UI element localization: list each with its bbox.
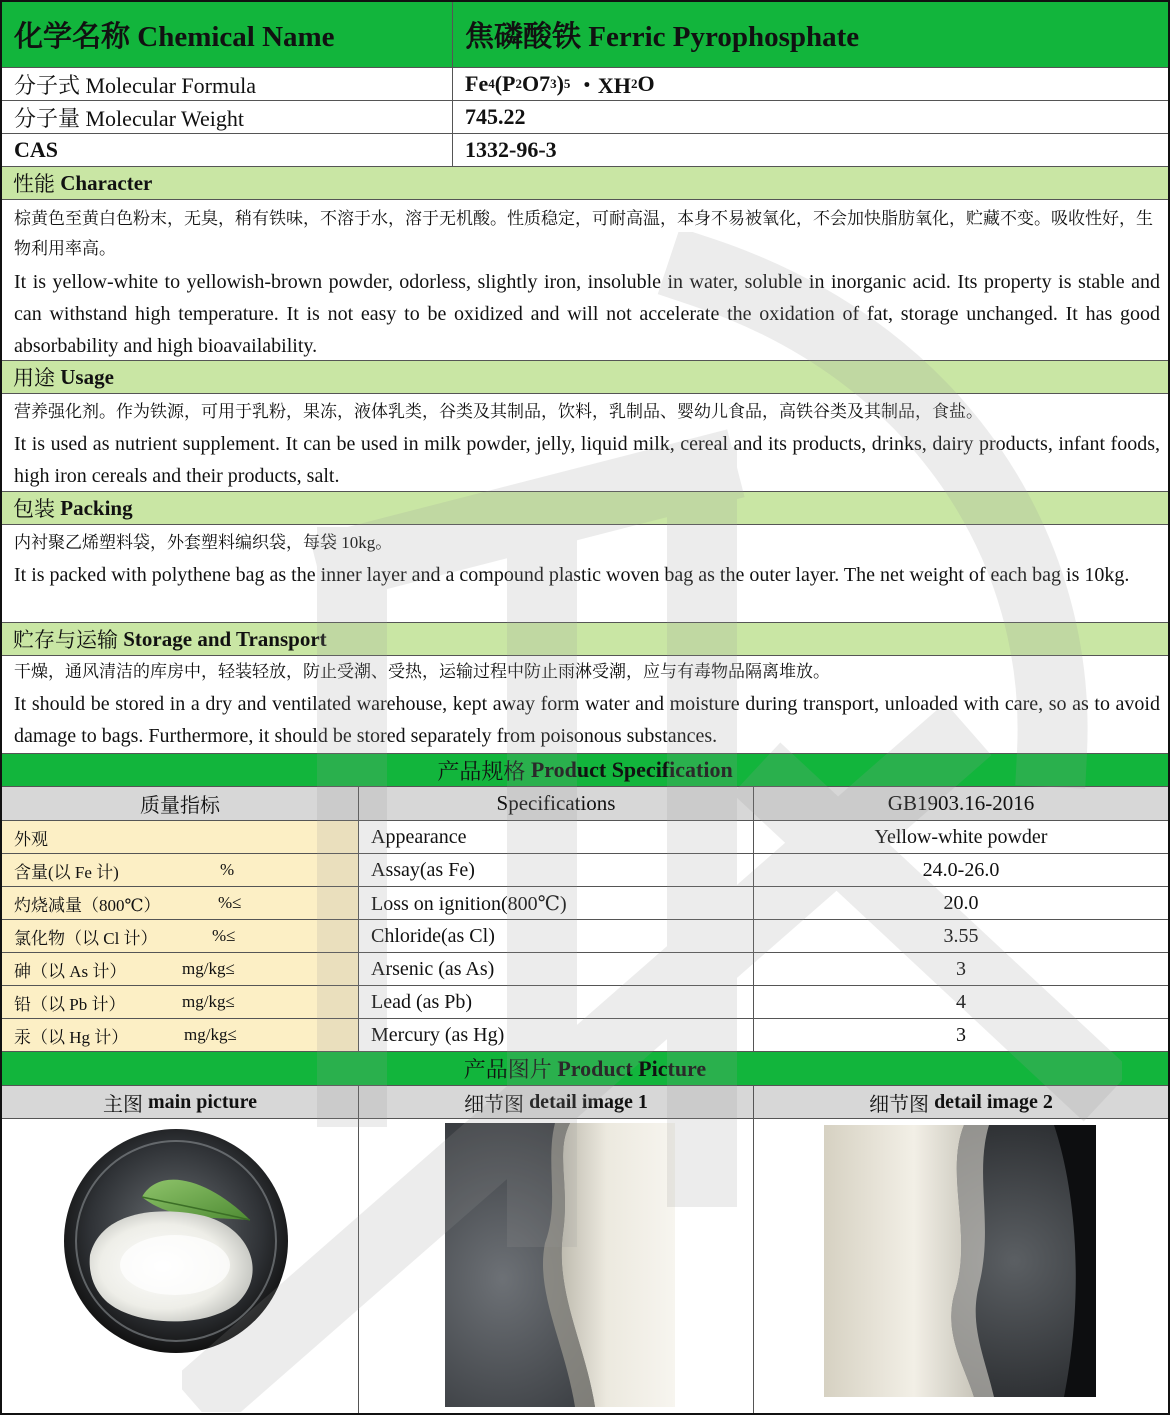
character-title-cn: 性能	[13, 172, 55, 196]
spec-row-chloride	[2, 920, 1168, 953]
storage-title-cn: 贮存与运输	[13, 628, 118, 652]
spec-title-row	[2, 754, 1168, 787]
spec-item-en: Assay(as Fe)	[359, 854, 754, 886]
spec-item-cn: 砷（以 As 计）	[14, 961, 127, 981]
spec-row-assay	[2, 854, 1168, 887]
spec-item-unit: %≤	[212, 926, 236, 945]
spec-row-mercury	[2, 1019, 1168, 1052]
chemical-name-value: 焦磷酸铁 Ferric Pyrophosphate	[465, 21, 860, 53]
packing-section-header	[2, 492, 1168, 525]
spec-item-cn: 含量(以 Fe 计)	[14, 862, 119, 882]
spec-item-en: Appearance	[359, 821, 754, 853]
picture-title-row	[2, 1052, 1168, 1086]
weight-value: 745.22	[465, 104, 526, 129]
cas-value: 1332-96-3	[465, 137, 557, 162]
packing-text-cn: 内衬聚乙烯塑料袋，外套塑料编织袋，每袋 10kg。	[14, 533, 393, 552]
packing-text-en: It is packed with polythene bag as the inner layer and a compound plastic woven bag as the outer layer. The net weight of each bag is 10kg.	[14, 564, 1130, 586]
picture-col-main: 主图 main picture	[2, 1086, 359, 1118]
spec-title-cn: 产品规格	[437, 758, 526, 784]
spec-item-value: 3	[956, 1023, 966, 1046]
packing-body	[2, 525, 1168, 623]
storage-text-en: It should be stored in a dry and ventilated warehouse, kept away form water and moisture during transport, unloaded with care, so as to avoid damage to bags. Furthermore, it should be stored separately from poisonous substances.	[14, 693, 1160, 747]
formula-label: 分子式 Molecular Formula	[14, 72, 256, 98]
storage-title-en: Storage and Transport	[123, 626, 327, 651]
character-text-cn: 棕黄色至黄白色粉末，无臭，稍有铁味，不溶于水，溶于无机酸。性质稳定，可耐高温，本身不易被氧化，不会加快脂肪氧化，贮藏不变。吸收性好，生物利用率高。	[14, 209, 1153, 258]
spec-item-value: 20.0	[943, 891, 979, 914]
picture-header-row	[2, 1086, 1168, 1119]
spec-header-row	[2, 787, 1168, 821]
formula-row	[2, 68, 1168, 101]
spec-item-cn: 灼烧减量（800℃）	[14, 895, 161, 915]
spec-item-unit: mg/kg≤	[184, 1025, 237, 1044]
main-picture-cell	[2, 1119, 359, 1415]
spec-item-value: 4	[956, 990, 966, 1013]
detail-picture-2-image	[824, 1125, 1096, 1397]
detail-picture-1-image	[445, 1123, 675, 1407]
usage-text-en: It is used as nutrient supplement. It can be used in milk powder, jelly, liquid milk, cereal and its products, drinks, dairy products, infant foods, high iron cereals and their products, salt.	[14, 433, 1160, 487]
usage-section-header	[2, 361, 1168, 394]
spec-item-unit: %≤	[218, 893, 242, 912]
spec-row-loss-on-ignition	[2, 887, 1168, 920]
detail-picture-1-cell	[359, 1119, 754, 1415]
picture-col-detail-1: 细节图 detail image 1	[359, 1086, 754, 1118]
character-section-header	[2, 167, 1168, 200]
spec-item-unit: mg/kg≤	[182, 992, 235, 1011]
spec-item-en: Arsenic (as As)	[359, 953, 754, 985]
spec-col-standard: GB1903.16-2016	[887, 791, 1035, 815]
storage-section-header	[2, 623, 1168, 656]
spec-item-value: Yellow-white powder	[874, 825, 1048, 848]
chemical-name-row	[2, 2, 1168, 68]
character-body	[2, 200, 1168, 361]
packing-title-cn: 包装	[13, 497, 55, 521]
usage-text-cn: 营养强化剂。作为铁源，可用于乳粉，果冻，液体乳类，谷类及其制品，饮料，乳制品、婴幼儿食品，高铁谷类及其制品，食盐。	[14, 402, 983, 421]
spec-title-en: Product Specification	[530, 757, 733, 782]
usage-body	[2, 394, 1168, 492]
cas-row	[2, 134, 1168, 167]
picture-col-detail-2: 细节图 detail image 2	[869, 1090, 1053, 1116]
weight-label: 分子量 Molecular Weight	[2, 101, 453, 133]
weight-row	[2, 101, 1168, 134]
spec-item-en: Lead (as Pb)	[359, 986, 754, 1018]
detail-picture-2-cell	[754, 1119, 1168, 1415]
spec-item-cn: 铅（以 Pb 计）	[14, 994, 126, 1014]
spec-item-value: 24.0-26.0	[922, 858, 1000, 881]
packing-title-en: Packing	[60, 495, 133, 520]
spec-item-value: 3	[956, 957, 966, 980]
spec-item-cn: 外观	[14, 829, 48, 849]
storage-body	[2, 656, 1168, 754]
spec-col-quality: 质量指标	[2, 787, 359, 820]
usage-title-en: Usage	[60, 364, 114, 389]
character-text-en: It is yellow-white to yellowish-brown powder, odorless, slightly iron, insoluble in water, soluble in inorganic acid. Its property is stable and can withstand high temperature. It is not easy to be oxidized and will not accelerate the oxidation of fat, storage unchanged. It has good absorbability and high bioavailability.	[14, 271, 1160, 357]
spec-item-en: Mercury (as Hg)	[359, 1019, 754, 1051]
spec-col-specifications: Specifications	[359, 787, 754, 820]
spec-item-en: Chloride(as Cl)	[359, 920, 754, 952]
main-picture-image	[60, 1125, 292, 1357]
usage-title-cn: 用途	[13, 366, 55, 390]
spec-item-unit: %	[220, 860, 235, 879]
spec-item-en: Loss on ignition(800℃)	[359, 887, 754, 919]
spec-row-lead	[2, 986, 1168, 1019]
picture-row	[2, 1119, 1168, 1415]
character-title-en: Character	[60, 170, 153, 195]
chemical-name-label: 化学名称 Chemical Name	[2, 2, 453, 67]
spec-row-arsenic	[2, 953, 1168, 986]
picture-title-cn: 产品图片	[463, 1057, 552, 1082]
spec-item-cn: 氯化物（以 Cl 计）	[14, 928, 158, 948]
picture-title-en: Product Picture	[557, 1055, 707, 1081]
spec-item-value: 3.55	[943, 924, 979, 947]
spec-row-appearance	[2, 821, 1168, 854]
cas-label: CAS	[2, 134, 453, 166]
spec-item-cn: 汞（以 Hg 计）	[14, 1027, 129, 1047]
formula-value: Fe 4 (P 2 O7 3 ) 5 ・XH 2 O	[465, 71, 655, 98]
storage-text-cn: 干燥，通风清洁的库房中，轻装轻放，防止受潮、受热，运输过程中防止雨淋受潮，应与有毒物品隔离堆放。	[14, 662, 830, 681]
spec-item-unit: mg/kg≤	[182, 959, 235, 978]
